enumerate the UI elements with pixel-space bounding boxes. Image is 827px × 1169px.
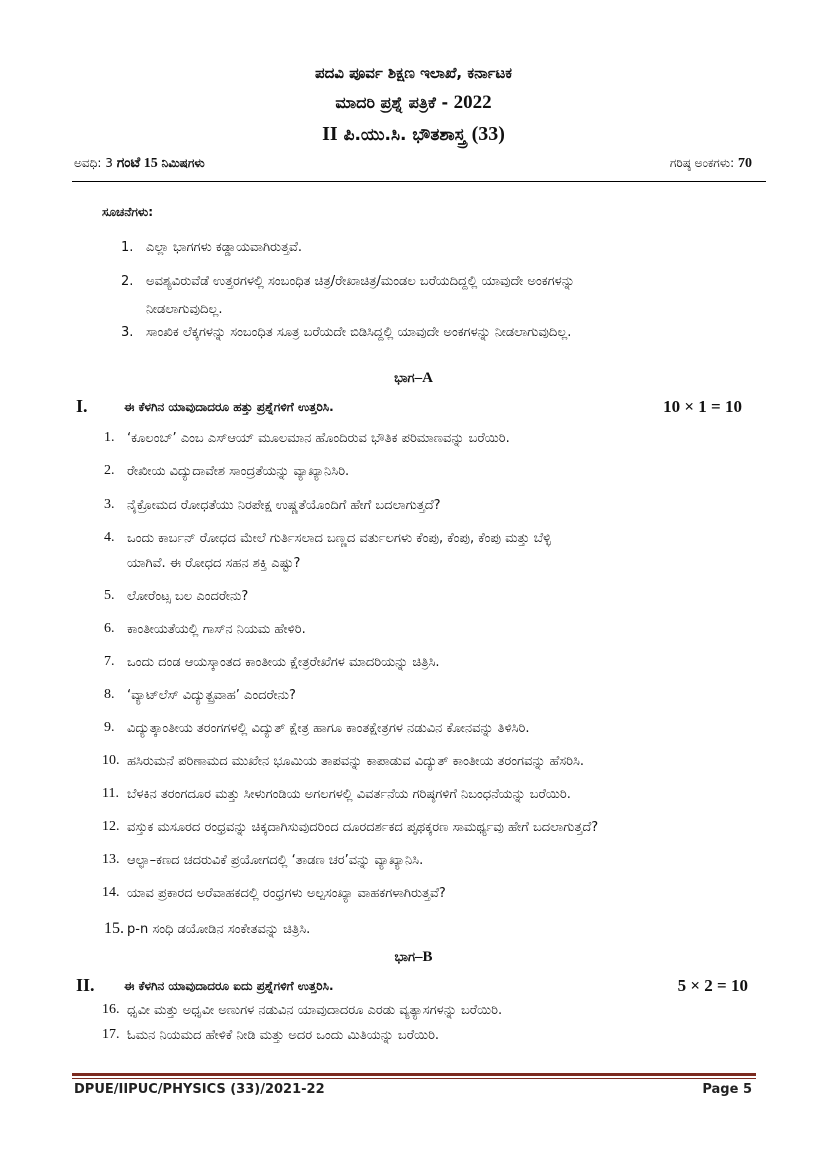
section-ii-instruction: ಈ ಕೆಳಗಿನ ಯಾವುದಾದರೂ ಐದು ಪ್ರಶ್ನೆಗಳಿಗೆ ಉತ್ತರಿಸಿ. <box>124 979 334 993</box>
instruction-number: 2. <box>121 274 134 289</box>
question-text: ‘ವ್ಯಾಟ್‌ಲೆಸ್ ವಿದ್ಯುತ್ಪ್ರವಾಹ’ ಎಂದರೇನು? <box>127 688 296 703</box>
department-title: ಪದವಿ ಪೂರ್ವ ಶಿಕ್ಷಣ ಇಲಾಖೆ, ಕರ್ನಾಟಕ <box>314 64 513 82</box>
footer-divider-thin <box>72 1078 756 1079</box>
max-marks-label: ಗರಿಷ್ಠ ಅಂಕಗಳು: <box>669 156 735 170</box>
section-ii-marks: 5 × 2 = 10 <box>677 976 748 995</box>
question-text: ವಿದ್ಯುತ್ಕಾಂತೀಯ ತರಂಗಗಳಲ್ಲಿ ವಿದ್ಯುತ್ ಕ್ಷೇತ್ರ ಹಾಗೂ ಕಾಂತಕ್ಷೇತ್ರಗಳ ನಡುವಿನ ಕೋನವನ್ನು ತಿಳಿಸಿರಿ. <box>127 721 530 736</box>
question-text: ಯಾವ ಪ್ರಕಾರದ ಅರೆವಾಹಕದಲ್ಲಿ ರಂಧ್ರಗಳು ಅಲ್ಪಸಂಖ್ಯಾ ವಾಹಕಗಳಾಗಿರುತ್ತವೆ? <box>127 886 446 901</box>
question-number: 16. <box>102 1002 120 1017</box>
instruction-item: ಸಾಂಖಿಕ ಲೆಕ್ಕಗಳನ್ನು ಸಂಬಂಧಿತ ಸೂತ್ರ ಬರೆಯದೇ ಬಿಡಿಸಿದ್ದಲ್ಲಿ ಯಾವುದೇ ಅಂಕಗಳನ್ನು ನೀಡಲಾಗುವುದಿಲ್ಲ. <box>146 325 572 340</box>
question-number: 7. <box>104 654 115 669</box>
question-number: 9. <box>104 720 115 735</box>
subject-title <box>0 123 827 146</box>
part-a-letter: –A <box>414 370 433 386</box>
instruction-item: ಅವಶ್ಯವಿರುವೆಡೆ ಉತ್ತರಗಳಲ್ಲಿ ಸಂಬಂಧಿತ ಚಿತ್ರ/ರೇಖಾಚಿತ್ರ/ಮಂಡಲ ಬರೆಯದಿದ್ದಲ್ಲಿ ಯಾವುದೇ ಅಂಕಗಳನ್ನು <box>146 274 575 289</box>
question-text: ನೈಕ್ರೋಮದ ರೋಧತೆಯು ನಿರಪೇಕ್ಷ ಉಷ್ಣತೆಯೊಂದಿಗೆ ಹೇಗೆ ಬದಲಾಗುತ್ತದೆ? <box>127 498 441 513</box>
instructions-title: ಸೂಚನೆಗಳು: <box>102 205 153 219</box>
header-divider <box>72 181 766 182</box>
question-text: ರೇಖೀಯ ವಿದ್ಯುದಾವೇಶ ಸಾಂದ್ರತೆಯನ್ನು ವ್ಯಾಖ್ಯಾನಿಸಿರಿ. <box>127 464 350 479</box>
question-text: ಧೃವೀ ಮತ್ತು ಅಧೃವೀ ಅಣುಗಳ ನಡುವಿನ ಯಾವುದಾದರೂ ಎರಡು ವ್ಯತ್ಯಾಸಗಳನ್ನು ಬರೆಯಿರಿ. <box>127 1003 503 1018</box>
duration-minutes: ನಿಮಿಷಗಳು <box>161 156 205 170</box>
duration <box>74 156 205 172</box>
question-text: ‘ಕೂಲಂಬ್’ ಎಂಬ ಎಸ್ಆಯ್ ಮೂಲಮಾನ ಹೊಂದಿರುವ ಭೌತಿಕ ಪರಿಮಾಣವನ್ನು ಬರೆಯಿರಿ. <box>127 431 510 446</box>
footer-divider-thick <box>72 1073 756 1076</box>
question-number: 3. <box>104 497 115 512</box>
duration-hours: ಗಂಟೆ 15 <box>116 156 158 171</box>
part-b-letter: –B <box>415 949 433 965</box>
question-text: ಹಸಿರುಮನೆ ಪರಿಣಾಮದ ಮುಖೇನ ಭೂಮಿಯ ತಾಪವನ್ನು ಕಾಪಾಡುವ ವಿದ್ಯುತ್ ಕಾಂತೀಯ ತರಂಗವನ್ನು ಹೆಸರಿಸಿ. <box>127 754 585 769</box>
question-text: ಲೋರೆಂಟ್ಸ ಬಲ ಎಂದರೇನು? <box>127 589 249 604</box>
question-number: 8. <box>104 687 115 702</box>
question-number: 10. <box>102 753 120 768</box>
question-number: 6. <box>104 621 115 636</box>
question-text: ಬೆಳಕಿನ ತರಂಗದೂರ ಮತ್ತು ಸೀಳುಗಂಡಿಯ ಅಗಲಗಳಲ್ಲಿ ವಿವರ್ತನೆಯ ಗರಿಷ್ಠಗಳಿಗೆ ನಿಬಂಧನೆಯನ್ನು ಬರೆಯಿರಿ. <box>127 787 571 802</box>
question-text: ಆಲ್ಫಾ–ಕಣದ ಚದರುವಿಕೆ ಪ್ರಯೋಗದಲ್ಲಿ ‘ತಾಡಣ ಚರ’ವನ್ನು ವ್ಯಾಖ್ಯಾನಿಸಿ. <box>127 853 424 868</box>
max-marks-value: 70 <box>738 156 752 171</box>
question-text: ಓಮನ ನಿಯಮದ ಹೇಳಿಕೆ ನೀಡಿ ಮತ್ತು ಅದರ ಒಂದು ಮಿತಿಯನ್ನು ಬರೆಯಿರಿ. <box>127 1028 440 1043</box>
question-text: ಒಂದು ಕಾರ್ಬನ್ ರೋಧದ ಮೇಲೆ ಗುರ್ತಿಸಲಾದ ಬಣ್ಣದ ವರ್ತುಲಗಳು ಕೆಂಪು, ಕೆಂಪು, ಕೆಂಪು ಮತ್ತು ಬೆಳ್ಳಿ <box>127 531 551 546</box>
question-number: 14. <box>102 885 120 900</box>
subject-code: (33) <box>471 123 505 145</box>
footer-code: DPUE/IIPUC/PHYSICS (33)/2021-22 <box>74 1082 325 1097</box>
paper-title-kn: ಮಾದರಿ ಪ್ರಶ್ನೆ ಪತ್ರಿಕೆ - <box>335 93 449 112</box>
page-number: Page 5 <box>702 1082 752 1097</box>
section-i-number: I. <box>76 396 88 416</box>
instruction-number: 3. <box>121 325 134 340</box>
question-number: 11. <box>102 786 119 801</box>
question-number: 4. <box>104 530 115 545</box>
section-i-marks: 10 × 1 = 10 <box>663 397 742 416</box>
question-text: p-n ಸಂಧಿ ಡಯೋಡಿನ ಸಂಕೇತವನ್ನು ಚಿತ್ರಿಸಿ. <box>127 922 311 937</box>
instruction-item: ಎಲ್ಲಾ ಭಾಗಗಳು ಕಡ್ಡಾಯವಾಗಿರುತ್ತವೆ. <box>146 240 303 255</box>
question-text: ಒಂದು ದಂಡ ಆಯಸ್ಕಾಂತದ ಕಾಂತೀಯ ಕ್ಷೇತ್ರರೇಖೆಗಳ ಮಾದರಿಯನ್ನು ಚಿತ್ರಿಸಿ. <box>127 655 440 670</box>
section-ii-number: II. <box>76 975 95 995</box>
paper-title <box>0 92 827 114</box>
instruction-item-cont: ನೀಡಲಾಗುವುದಿಲ್ಲ. <box>146 302 223 317</box>
part-b-label: ಭಾಗ <box>394 950 415 965</box>
max-marks <box>670 156 752 172</box>
subject-kn: ಪಿ.ಯು.ಸಿ. ಭೌತಶಾಸ್ತ್ರ <box>343 125 466 145</box>
question-number: 15. <box>104 920 124 937</box>
question-number: 17. <box>102 1027 120 1042</box>
question-number: 12. <box>102 819 120 834</box>
paper-year: 2022 <box>453 92 492 113</box>
question-text: ವಸ್ತುಕ ಮಸೂರದ ರಂಧ್ರವನ್ನು ಚಿಕ್ಕದಾಗಿಸುವುದರಿಂದ ದೂರದರ್ಶಕದ ಪೃಥಕ್ಕರಣ ಸಾಮರ್ಥ್ಯವು ಹೇಗೆ ಬದಲಾಗುತ್ತದೆ? <box>127 820 599 835</box>
part-b-heading <box>0 949 827 966</box>
question-number: 2. <box>104 463 115 478</box>
instruction-number: 1. <box>121 240 134 255</box>
duration-label: ಅವಧಿ: 3 <box>74 156 113 170</box>
section-i-instruction: ಈ ಕೆಳಗಿನ ಯಾವುದಾದರೂ ಹತ್ತು ಪ್ರಶ್ನೆಗಳಿಗೆ ಉತ್ತರಿಸಿ. <box>124 400 334 414</box>
question-text-cont: ಯಾಗಿವೆ. ಈ ರೋಧದ ಸಹನ ಶಕ್ತಿ ಎಷ್ಟು? <box>127 556 301 571</box>
part-a-label: ಭಾಗ <box>394 371 415 386</box>
question-number: 1. <box>104 430 115 445</box>
class-roman: II <box>322 123 338 145</box>
question-number: 13. <box>102 852 120 867</box>
question-text: ಕಾಂತೀಯತೆಯಲ್ಲಿ ಗಾಸ್‌ನ ನಿಯಮ ಹೇಳಿರಿ. <box>127 622 306 637</box>
part-a-heading <box>0 370 827 387</box>
question-number: 5. <box>104 588 115 603</box>
